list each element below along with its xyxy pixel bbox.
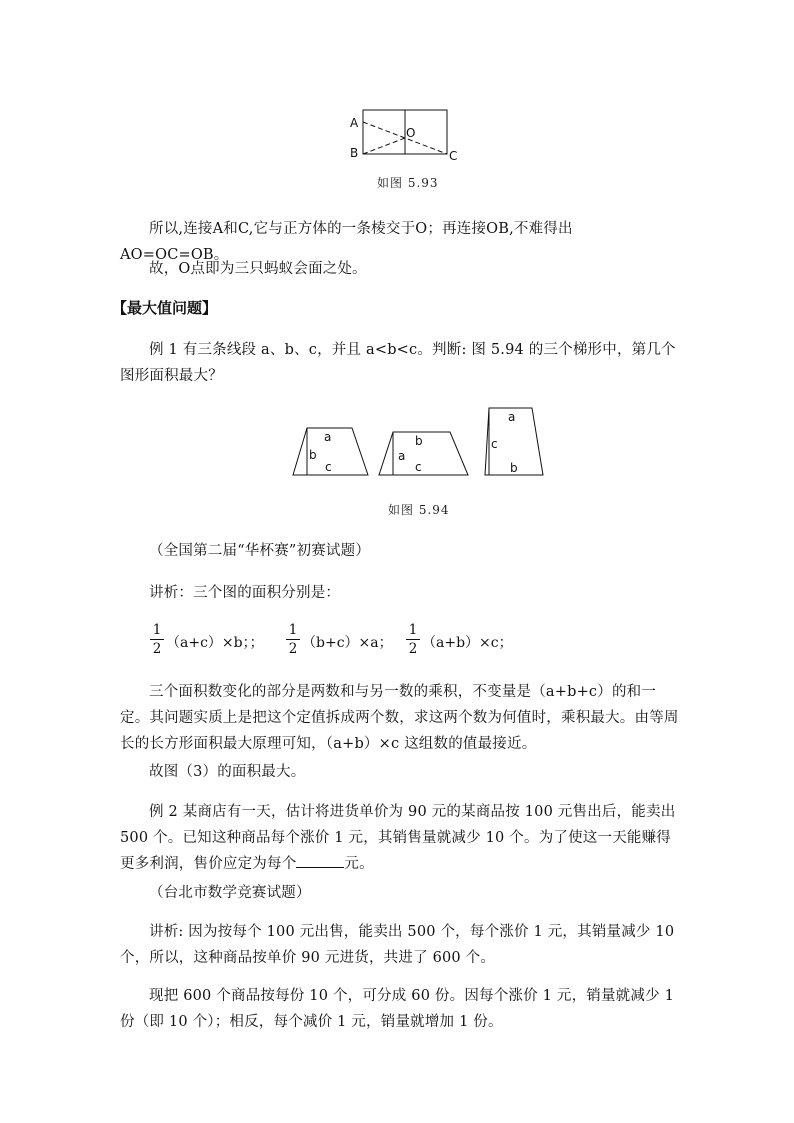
- fraction-2-denominator: 2: [288, 641, 298, 657]
- analysis-1-body: 三个面积数变化的部分是两数和与另一数的乘积，不变量是（a+b+c）的和一定。其问题实质上是把这个定值拆成两个数，求这两个数为何值时，乘积最大。由等周长的长方形面积最大原理可知，（a+b）×c 这组数的值最接近。: [120, 684, 679, 752]
- trap2-label-bottom: c: [415, 460, 422, 474]
- example-2-source: （台北市数学竞赛试题）: [149, 885, 311, 901]
- fraction-3-denominator: 2: [408, 641, 418, 657]
- example-2-text: [120, 799, 680, 877]
- trap3-label-left: c: [491, 437, 498, 451]
- fraction-3-numerator: 1: [408, 622, 418, 638]
- paragraph-ao-oc-ob: 所以,连接A和C,它与正方体的一条棱交于O；再连接OB,不难得出AO=OC=OB。: [120, 221, 573, 263]
- figure-5-94: [285, 400, 555, 482]
- trapezoid-3: [485, 408, 543, 475]
- trap3-label-bottom: b: [510, 461, 518, 475]
- fig93-label-b: B: [350, 146, 359, 160]
- trap2-label-top: b: [415, 434, 423, 448]
- trap1-label-left: b: [309, 448, 317, 462]
- answer-blank: [296, 853, 344, 868]
- fig93-label-o: O: [406, 126, 416, 140]
- example-1-source: （全国第二届“华杯赛”初赛试题）: [149, 543, 371, 559]
- analysis-1-conclusion: 故图（3）的面积最大。: [149, 764, 306, 780]
- trap1-label-top: a: [324, 430, 332, 444]
- section-heading: 【最大值问题】: [112, 299, 218, 317]
- example-1-text: 例 1 有三条线段 a、b、c，并且 a<b<c。判断: 图 5.94 的三个梯形中，第几个图形面积最大？: [120, 342, 676, 384]
- analysis-2-para-2: 现把 600 个商品按每份 10 个，可分成 60 份。因每个涨价 1 元，销量就减少 1 份（即 10 个）；相反，每个减价 1 元，销量就增加 1 份。: [120, 988, 675, 1030]
- fraction-3: [406, 622, 420, 657]
- formula-term-1: （a+c）×b；；: [166, 635, 264, 651]
- fig93-label-c: C: [449, 149, 458, 163]
- trap3-label-top: a: [508, 410, 516, 424]
- trap2-label-left: a: [398, 449, 406, 463]
- analysis-1-intro: 讲析：三个图的面积分别是：: [149, 585, 341, 601]
- fraction-2: [286, 622, 300, 657]
- formula-term-2: （b+c）×a；: [302, 635, 393, 651]
- figure-5-94-caption: 如图 5.94: [388, 503, 450, 517]
- fraction-1: [150, 622, 164, 657]
- formula-term-3: （a+b）×c；: [422, 635, 513, 651]
- figure-5-93: [340, 105, 470, 167]
- paragraph-meeting-point: 故，O点即为三只蚂蚁会面之处。: [149, 261, 367, 277]
- example-2-text-after: 元。: [344, 856, 374, 872]
- fig93-line-ob: [363, 138, 405, 154]
- example-2-text-before: 例 2 某商店有一天，估计将进货单价为 90 元的某商品按 100 元售出后，能卖出 500 个。已知这种商品每个涨价 1 元，其销售量就减少 10 个。为了使这一天能赚得更多利润，售价应定为每个: [120, 804, 676, 872]
- trapezoid-2: [379, 432, 468, 475]
- fraction-1-numerator: 1: [152, 622, 162, 638]
- fig93-label-a: A: [350, 116, 359, 130]
- trap1-label-bottom: c: [325, 460, 332, 474]
- figure-5-93-caption: 如图 5.93: [377, 176, 439, 190]
- trapezoid-1: [293, 428, 368, 475]
- fraction-1-denominator: 2: [152, 641, 162, 657]
- fraction-2-numerator: 1: [288, 622, 298, 638]
- analysis-2-para-1: 讲析: 因为按每个 100 元出售，能卖出 500 个，每个涨价 1 元，其销量减少 10 个，所以，这种商品按单价 90 元进货，共进了 600 个。: [120, 924, 675, 966]
